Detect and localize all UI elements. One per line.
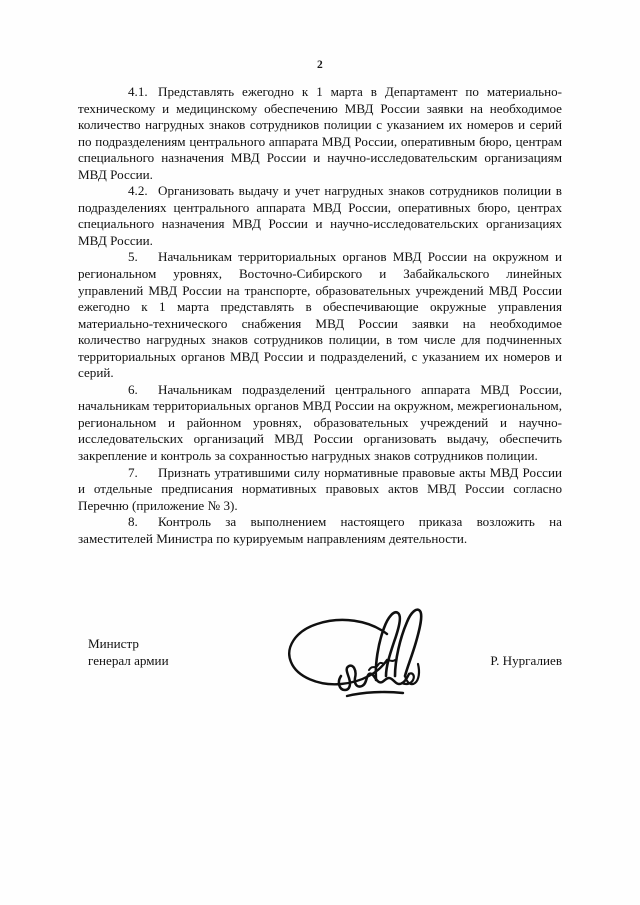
page-number: 2 <box>317 59 323 71</box>
paragraph-number: 5. <box>128 249 138 265</box>
paragraph-number: 6. <box>128 381 138 397</box>
paragraph-8 <box>78 514 562 547</box>
paragraph-5 <box>78 249 562 381</box>
paragraph-4-1 <box>78 84 562 183</box>
paragraph-4-2 <box>78 183 562 249</box>
paragraph-text: Начальникам подразделений центрального аппарата МВД России, начальникам территориальных органов МВД России на окружном, межрегиональном, региональном и районном уровнях, образовательных учреждений и научно-исследовательских организаций МВД России организовать выдачу, обеспечить закрепление и контроль за сохранностью нагрудных знаков сотрудников полиции. <box>78 381 562 464</box>
paragraph-6 <box>78 382 562 465</box>
paragraph-number: 4.1. <box>128 84 148 99</box>
handwritten-signature-icon <box>283 604 443 704</box>
paragraph-text: Признать утратившими силу нормативные правовые акты МВД России и отдельные предписания нормативных правовых актов МВД России согласно Перечню (приложение № 3). <box>78 464 562 513</box>
signatory-name: Р. Нургалиев <box>490 653 562 668</box>
paragraph-number: 8. <box>128 514 138 530</box>
signatory-role-line-1: Министр <box>88 636 139 651</box>
paragraph-text: Организовать выдачу и учет нагрудных знаков сотрудников полиции в подразделениях центрального аппарата МВД России, оперативных бюро, центрах специального назначения МВД России и научно-исследовательских организациях МВД России. <box>78 183 562 248</box>
paragraph-text: Начальникам территориальных органов МВД России на окружном и региональном уровнях, Восточно-Сибирского и Забайкальского линейных управлений МВД России на транспорте, образовательных учреждений МВД России ежегодно к 1 марта представлять в обеспечивающие окружные управления материально-технического снабжения МВД России заявки на необходимое количество нагрудных знаков сотрудников полиции, в том числе для подчиненных территориальных органов МВД России и подразделений, с указанием их номеров и серий. <box>78 249 562 381</box>
paragraph-text: Контроль за выполнением настоящего приказа возложить на заместителей Министра по курируемым направлениям деятельности. <box>78 514 562 546</box>
signatory-role <box>88 636 169 670</box>
document-body <box>78 84 562 547</box>
signatory-role-line-2: генерал армии <box>88 652 169 668</box>
paragraph-number: 4.2. <box>128 183 148 199</box>
signature-block <box>78 628 562 708</box>
paragraph-text: Представлять ежегодно к 1 марта в Департамент по материально-техническому и медицинскому обеспечению МВД России заявки на необходимое количество нагрудных знаков сотрудников полиции с указанием их номеров и серий по подразделениям центрального аппарата МВД России, оперативным бюро, центрам специального назначения МВД России и научно-исследовательским организациям МВД России. <box>78 84 562 182</box>
paragraph-number: 7. <box>128 464 138 480</box>
paragraph-7 <box>78 465 562 515</box>
